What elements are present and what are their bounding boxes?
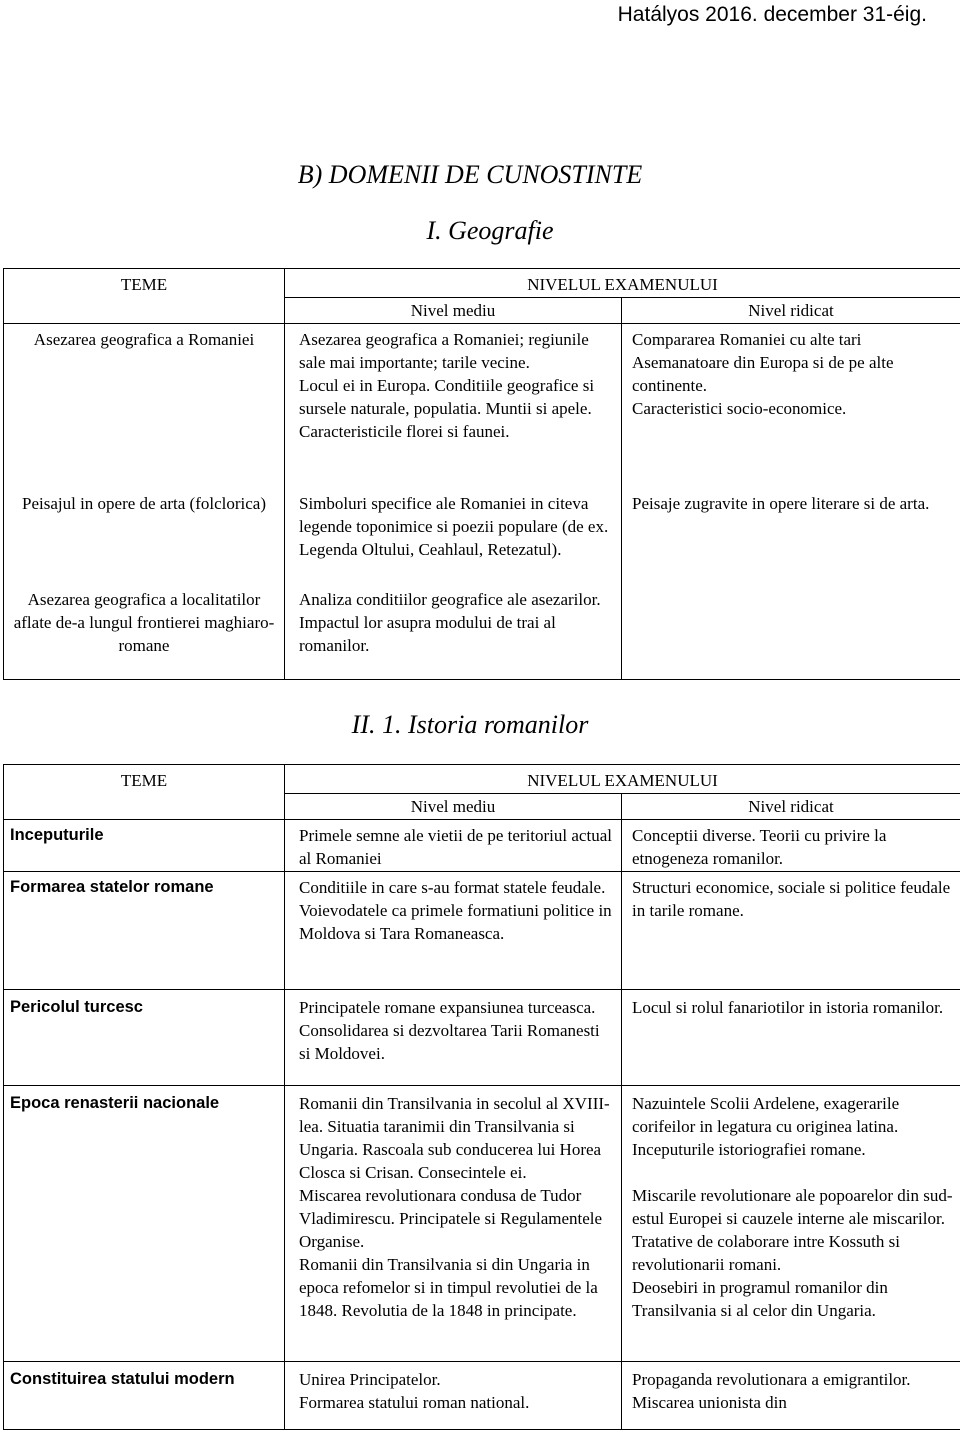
table-row (4, 990, 960, 1086)
nivelul-header: NIVELUL EXAMENULUI (285, 765, 960, 794)
teme-cell: Inceputurile (4, 820, 285, 872)
nivel-mediu-header: Nivel mediu (285, 298, 622, 324)
table-row (4, 587, 960, 680)
ridicat-cell (622, 587, 960, 680)
section-title: B) DOMENII DE CUNOSTINTE (0, 160, 960, 190)
teme-cell: Epoca renasterii nacionale (4, 1086, 285, 1362)
nivelul-header: NIVELUL EXAMENULUI (285, 269, 960, 298)
ridicat-cell: Compararea Romaniei cu alte tari Asemanatoare din Europa si de pe alte continente. Caracteristici socio-economice. (622, 324, 960, 492)
nivel-ridicat-header: Nivel ridicat (622, 794, 960, 820)
teme-header: TEME (4, 269, 285, 324)
nivel-ridicat-header: Nivel ridicat (622, 298, 960, 324)
teme-cell: Constituirea statului modern (4, 1362, 285, 1430)
ridicat-cell: Peisaje zugravite in opere literare si de arta. (622, 491, 960, 587)
table-row (4, 324, 960, 492)
nivel-mediu-header: Nivel mediu (285, 794, 622, 820)
ridicat-cell: Nazuintele Scolii Ardelene, exagerarile corifeilor in legatura cu originea latina. Inceputurile istoriografiei romane. Miscarile revolutionare ale popoarelor din sud-estul Europei si cauzele interne ale miscarilor. Tratative de colaborare intre Kossuth si revolutionarii romani. Deosebiri in programul romanilor din Transilvania si al celor din Ungaria. (622, 1086, 960, 1362)
mediu-cell: Unirea Principatelor. Formarea statului roman national. (285, 1362, 622, 1430)
mediu-cell: Simboluri specifice ale Romaniei in citeva legende toponimice si poezii populare (de ex. Legenda Oltului, Ceahlaul, Retezatul). (285, 491, 622, 587)
teme-cell: Formarea statelor romane (4, 872, 285, 990)
ridicat-cell: Propaganda revolutionara a emigrantilor. Miscarea unionista din (622, 1362, 960, 1430)
table-row (4, 1086, 960, 1362)
table-row (4, 491, 960, 587)
ridicat-cell: Locul si rolul fanariotilor in istoria romanilor. (622, 990, 960, 1086)
geografie-table (3, 268, 960, 680)
ridicat-cell: Conceptii diverse. Teorii cu privire la etnogeneza romanilor. (622, 820, 960, 872)
table-row (4, 872, 960, 990)
teme-cell: Asezarea geografica a Romaniei (4, 324, 285, 492)
geografie-title: I. Geografie (10, 216, 960, 246)
mediu-cell: Principatele romane expansiunea turceasca. Consolidarea si dezvoltarea Tarii Romanesti si Moldovei. (285, 990, 622, 1086)
mediu-cell: Primele semne ale vietii de pe teritoriul actual al Romaniei (285, 820, 622, 872)
mediu-cell: Conditiile in care s-au format statele feudale. Voievodatele ca primele formatiuni politice in Moldova si Tara Romaneasca. (285, 872, 622, 990)
teme-header: TEME (4, 765, 285, 820)
istoria-table (3, 764, 960, 1430)
istoria-title: II. 1. Istoria romanilor (0, 710, 940, 740)
mediu-cell: Romanii din Transilvania in secolul al XVIII-lea. Situatia taranimii din Transilvania si Ungaria. Rascoala sub conducerea lui Horea Closca si Crisan. Consecintele ei. Miscarea revolutionara condusa de Tudor Vladimirescu. Principatele si Regulamentele Organise. Romanii din Transilvania si din Ungaria in epoca refomelor si in timpul revolutiei de la 1848. Revolutia de la 1848 in principate. (285, 1086, 622, 1362)
mediu-cell: Analiza conditiilor geografice ale asezarilor. Impactul lor asupra modului de trai al romanilor. (285, 587, 622, 680)
mediu-cell: Asezarea geografica a Romaniei; regiunile sale mai importante; tarile vecine. Locul ei in Europa. Conditiile geografice si sursele naturale, populatia. Muntii si apele. Caracteristicile florei si faunei. (285, 324, 622, 492)
ridicat-cell: Structuri economice, sociale si politice feudale in tarile romane. (622, 872, 960, 990)
validity-note: Hatályos 2016. december 31-éig. (618, 3, 927, 27)
teme-cell: Peisajul in opere de arta (folclorica) (4, 491, 285, 587)
teme-cell: Pericolul turcesc (4, 990, 285, 1086)
table-row (4, 820, 960, 872)
table-row (4, 1362, 960, 1430)
teme-cell: Asezarea geografica a localitatilor aflate de-a lungul frontierei maghiaro-romane (4, 587, 285, 680)
